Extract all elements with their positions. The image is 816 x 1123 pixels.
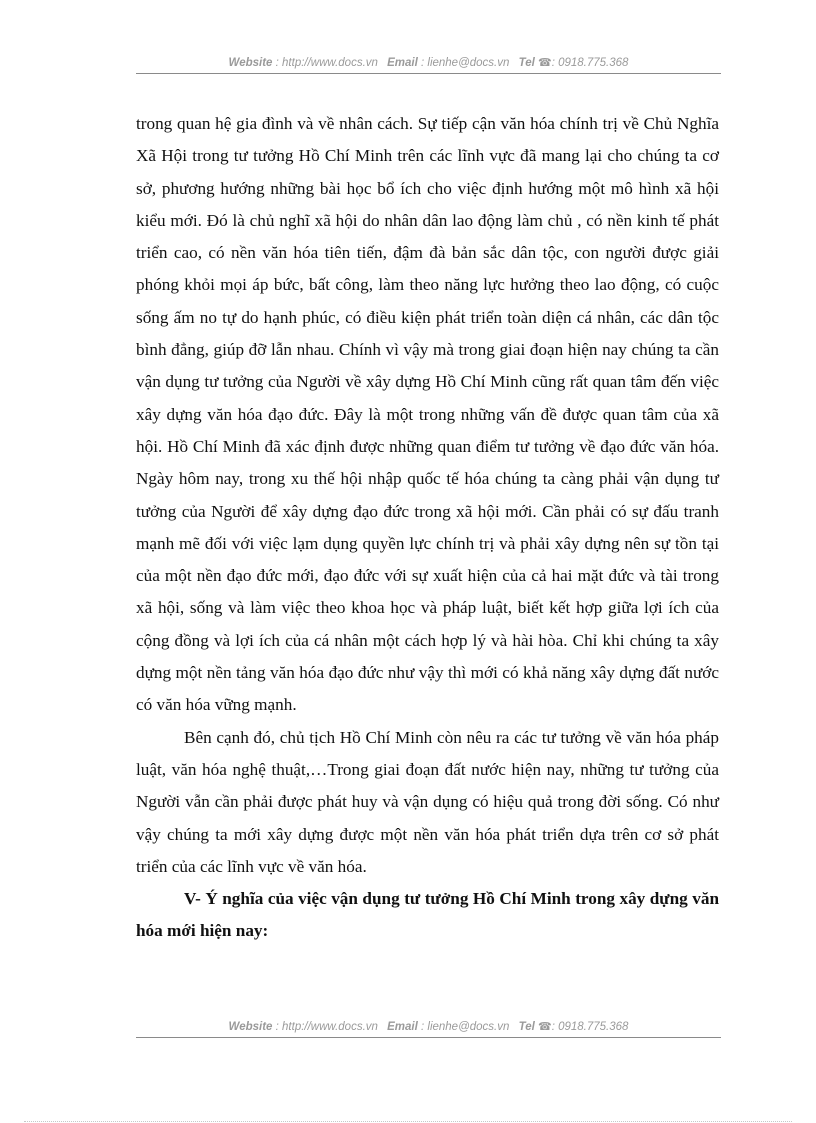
footer-website-label: Website xyxy=(228,1021,273,1033)
footer-website-value: : http://www.docs.vn xyxy=(275,1021,378,1033)
header-website-value: : http://www.docs.vn xyxy=(275,57,378,69)
header-tel-value: : 0918.775.368 xyxy=(551,57,629,69)
header-email-label: Email xyxy=(387,57,418,69)
body-paragraph: Bên cạnh đó, chủ tịch Hồ Chí Minh còn nêu ra các tư tưởng về văn hóa pháp luật, văn hóa nghệ thuật,…Trong giai đoạn đất nước hiện nay, những tư tưởng của Người vẫn cần phải được phát huy và vận dụng có hiệu quả trong đời sống. Có như vậy chúng ta mới xây dựng được một nền văn hóa phát triển dựa trên cơ sở phát triển của các lĩnh vực về văn hóa. xyxy=(136,727,719,876)
page-header xyxy=(136,56,721,74)
document-body xyxy=(136,108,719,948)
phone-icon: ☎ xyxy=(538,57,552,69)
header-email-value: : lienhe@docs.vn xyxy=(421,57,510,69)
page-footer xyxy=(136,1020,721,1038)
page-bottom-divider xyxy=(24,1121,792,1122)
footer-email-label: Email xyxy=(387,1021,418,1033)
phone-icon: ☎ xyxy=(538,1021,552,1033)
header-website-label: Website xyxy=(228,57,273,69)
footer-tel-value: : 0918.775.368 xyxy=(551,1021,629,1033)
footer-tel-label: Tel xyxy=(518,1021,535,1033)
footer-email-value: : lienhe@docs.vn xyxy=(421,1021,510,1033)
header-tel-label: Tel xyxy=(518,57,535,69)
body-paragraph: trong quan hệ gia đình và về nhân cách. Sự tiếp cận văn hóa chính trị về Chủ Nghĩa Xã Hội trong tư tưởng Hồ Chí Minh trên các lĩnh vực đã mang lại cho chúng ta cơ sở, phương hướng những bài học bổ ích cho việc định hướng một mô hình xã hội kiểu mới. Đó là chủ nghĩ xã hội do nhân dân lao động làm chủ , có nền kinh tế phát triển cao, có nền văn hóa tiên tiến, đậm đà bản sắc dân tộc, con người được giải phóng khỏi mọi áp bức, bất công, làm theo năng lực hưởng theo lao động, có cuộc sống ấm no tự do hạnh phúc, có điều kiện phát triển toàn diện cá nhân, các dân tộc bình đẳng, giúp đỡ lẫn nhau. Chính vì vậy mà trong giai đoạn hiện nay chúng ta cần vận dụng tư tưởng của Người về xây dựng Hồ Chí Minh cũng rất quan tâm đến việc xây dựng văn hóa đạo đức. Đây là một trong những vấn đề được quan tâm của xã hội. Hồ Chí Minh đã xác định được những quan điểm tư tưởng về đạo đức văn hóa. Ngày hôm nay, trong xu thế hội nhập quốc tế hóa chúng ta càng phải vận dụng tư tưởng của Người để xây dựng đạo đức trong xã hội mới. Cần phải có sự đấu tranh mạnh mẽ đối với việc lạm dụng quyền lực chính trị và phải xây dựng nên sự tồn tại của một nền đạo đức mới, đạo đức với sự xuất hiện của cả hai mặt đức và tài trong xã hội, sống và làm việc theo khoa học và pháp luật, biết kết hợp giữa lợi ích của cộng đồng và lợi ích của cá nhân một cách hợp lý và hài hòa. Chỉ khi chúng ta xây dựng một nền tảng văn hóa đạo đức như vậy thì mới có khả năng xây dựng đất nước có văn hóa vững mạnh. xyxy=(136,114,719,715)
section-heading: V- Ý nghĩa của việc vận dụng tư tưởng Hồ Chí Minh trong xây dựng văn hóa mới hiện nay: xyxy=(136,889,719,941)
